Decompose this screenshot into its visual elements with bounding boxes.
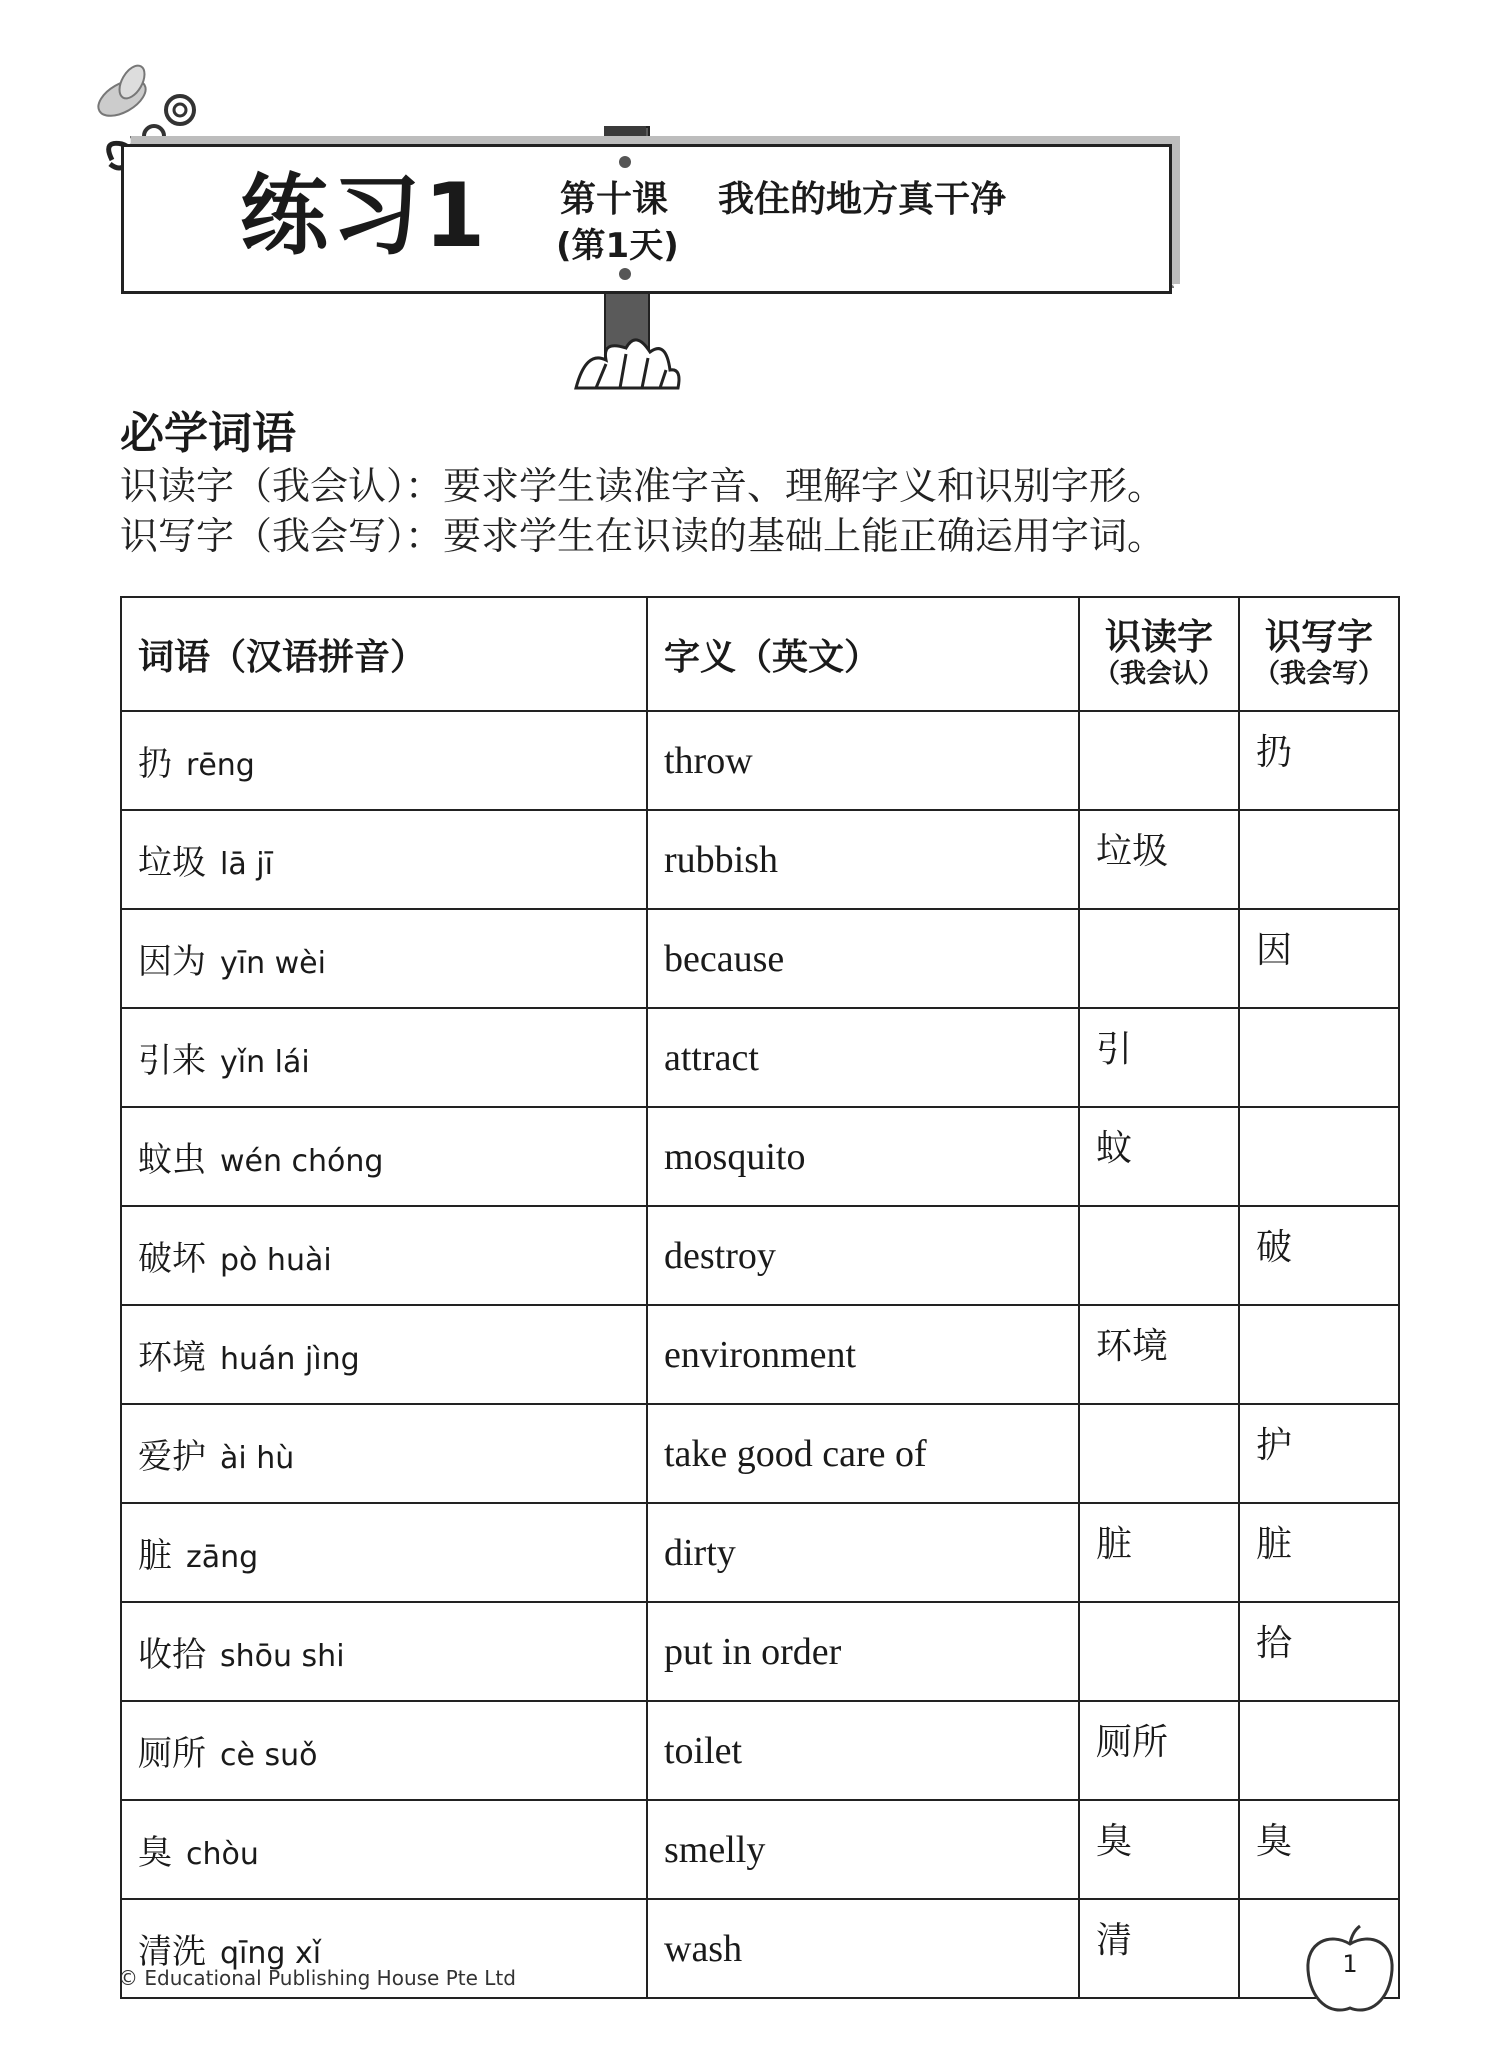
word-pinyin: wén chóng [220,1144,384,1179]
word-pinyin: rēng [186,748,255,783]
word-cell [121,1800,647,1899]
grass-illustration [566,330,686,390]
word-chinese: 引来 [138,1041,206,1081]
read-cell [1079,711,1239,810]
table-row [121,1107,1399,1206]
table-row [121,1404,1399,1503]
table-row [121,1503,1399,1602]
word-cell [121,1107,647,1206]
word-cell [121,810,647,909]
read-cell: 引 [1079,1008,1239,1107]
word-pinyin: zāng [186,1540,259,1575]
read-cell [1079,1404,1239,1503]
write-cell: 破 [1239,1206,1399,1305]
read-cell [1079,1206,1239,1305]
meaning-cell: attract [647,1008,1079,1107]
read-cell: 垃圾 [1079,810,1239,909]
reading-instruction: 识读字（我会认）：要求学生读准字音、理解字义和识别字形。 [120,464,1166,508]
word-chinese: 蚊虫 [138,1140,206,1180]
write-cell [1239,810,1399,909]
meaning-cell: smelly [647,1800,1079,1899]
word-chinese: 破坏 [138,1239,206,1279]
read-cell [1079,1602,1239,1701]
writing-instruction: 识写字（我会写）：要求学生在识读的基础上能正确运用字词。 [120,514,1166,558]
table-row [121,909,1399,1008]
meaning-cell: put in order [647,1602,1079,1701]
read-cell: 厕所 [1079,1701,1239,1800]
word-chinese: 因为 [138,942,206,982]
word-cell [121,1206,647,1305]
word-chinese: 爱护 [138,1437,206,1477]
nail-icon [619,156,631,168]
meaning-cell: take good care of [647,1404,1079,1503]
word-chinese: 环境 [138,1338,206,1378]
section-title: 必学词语 [120,408,296,459]
meaning-cell: wash [647,1899,1079,1998]
meaning-cell: toilet [647,1701,1079,1800]
header-meaning: 字义（英文） [647,597,1079,711]
word-pinyin: yīn wèi [220,946,326,981]
read-cell [1079,909,1239,1008]
table-row [121,1602,1399,1701]
write-cell: 扔 [1239,711,1399,810]
table-row [121,810,1399,909]
read-cell: 脏 [1079,1503,1239,1602]
lesson-name: 我住的地方真干净 [718,179,1007,220]
write-cell: 因 [1239,909,1399,1008]
table-row [121,1800,1399,1899]
table-header-row [121,597,1399,711]
word-chinese: 扔 [138,744,172,784]
word-chinese: 收拾 [138,1635,206,1675]
word-chinese: 臭 [138,1833,172,1873]
lesson-day: (第1天) [556,226,679,266]
meaning-cell: environment [647,1305,1079,1404]
write-cell: 拾 [1239,1602,1399,1701]
header-write [1239,597,1399,711]
write-cell [1239,1008,1399,1107]
word-cell [121,1602,647,1701]
vocabulary-table [120,596,1400,1999]
header-word: 词语（汉语拼音） [121,597,647,711]
word-chinese: 厕所 [138,1734,206,1774]
word-cell [121,711,647,810]
page-number: 1 [1342,1950,1358,1978]
table-row [121,711,1399,810]
word-cell [121,1008,647,1107]
meaning-cell: rubbish [647,810,1079,909]
meaning-cell: mosquito [647,1107,1079,1206]
word-pinyin: huán jìng [220,1342,360,1377]
word-pinyin: cè suǒ [220,1738,318,1773]
word-pinyin: yǐn lái [220,1045,310,1080]
write-cell: 臭 [1239,1800,1399,1899]
table-row [121,1206,1399,1305]
table-row [121,1701,1399,1800]
copyright-text: © Educational Publishing House Pte Ltd [118,1966,516,1990]
nail-icon [619,268,631,280]
write-cell [1239,1701,1399,1800]
word-chinese: 清洗 [138,1932,206,1972]
word-cell [121,1305,647,1404]
word-cell [121,1503,647,1602]
word-pinyin: qīng xǐ [220,1936,322,1971]
header-read-main: 识读字 [1104,617,1213,658]
word-pinyin: ài hù [220,1441,295,1476]
meaning-cell: dirty [647,1503,1079,1602]
word-pinyin: shōu shi [220,1639,345,1674]
write-cell [1239,1107,1399,1206]
word-pinyin: lā jī [220,847,273,882]
meaning-cell: destroy [647,1206,1079,1305]
word-chinese: 脏 [138,1536,172,1576]
read-cell: 臭 [1079,1800,1239,1899]
word-pinyin: pò huài [220,1243,332,1278]
header-read-sub: （我会认） [1093,659,1224,689]
word-cell [121,909,647,1008]
table-row [121,1305,1399,1404]
lesson-number: 第十课 [560,179,669,220]
meaning-cell: throw [647,711,1079,810]
write-cell: 护 [1239,1404,1399,1503]
word-cell [121,1701,647,1800]
word-cell [121,1404,647,1503]
header-read [1079,597,1239,711]
write-cell: 脏 [1239,1503,1399,1602]
header-write-main: 识写字 [1264,617,1373,658]
read-cell: 环境 [1079,1305,1239,1404]
exercise-title: 练习1 [240,164,490,267]
read-cell: 蚊 [1079,1107,1239,1206]
read-cell: 清 [1079,1899,1239,1998]
meaning-cell: because [647,909,1079,1008]
table-row [121,1008,1399,1107]
word-chinese: 垃圾 [138,843,206,883]
header-write-sub: （我会写） [1253,659,1384,689]
write-cell [1239,1305,1399,1404]
word-pinyin: chòu [186,1837,259,1872]
